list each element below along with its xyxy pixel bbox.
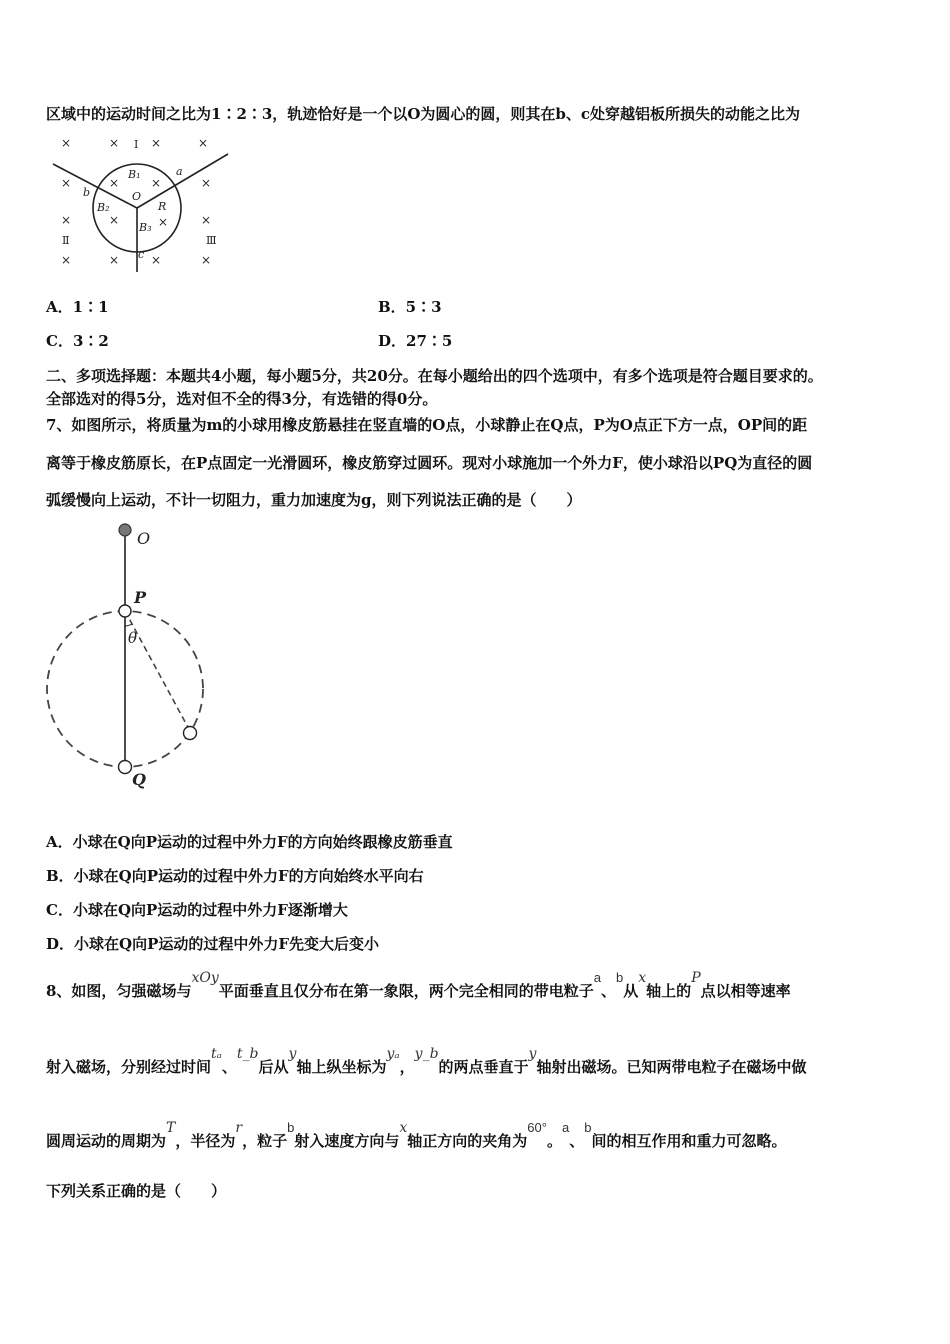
q7-label-q: Q bbox=[132, 770, 146, 789]
svg-text:×: × bbox=[197, 136, 209, 150]
q6-magnetic-field-figure bbox=[48, 134, 238, 276]
svg-text:Ⅰ: Ⅰ bbox=[134, 138, 139, 151]
section2-header-line2: 全部选对的得5分，选对但不全的得3分，有选错的得0分。 bbox=[46, 390, 438, 408]
q7-stem-line1: 7、如图所示，将质量为m的小球用橡皮筋悬挂在竖直墙的O点，小球静止在Q点，P为O点正下方一点，OP间的距 bbox=[46, 416, 808, 434]
q8-stem-line2: 射入磁场，分别经过时间tₐ、t_b后从y轴上纵坐标为yₐ，y_b的两点垂直于y轴射出磁场。已知两带电粒子在磁场中做 bbox=[46, 1046, 807, 1076]
svg-text:×: × bbox=[60, 213, 72, 227]
svg-text:×: × bbox=[200, 176, 212, 190]
svg-text:×: × bbox=[108, 176, 120, 190]
q6-option-a[interactable]: A．1∶1 bbox=[46, 298, 109, 316]
svg-text:×: × bbox=[108, 136, 120, 150]
svg-text:×: × bbox=[60, 253, 72, 267]
svg-text:×: × bbox=[150, 253, 162, 267]
q7-label-theta: θ bbox=[128, 629, 138, 647]
svg-text:×: × bbox=[157, 215, 169, 229]
svg-text:B₁: B₁ bbox=[128, 168, 141, 181]
q8-stem-line3: 圆周运动的周期为T，半径为r，粒子b射入速度方向与x轴正方向的夹角为60°。a、b间的相互作用和重力可忽略。 bbox=[46, 1120, 787, 1150]
q7-label-p: P bbox=[134, 588, 147, 607]
q6-stem-line: 区域中的运动时间之比为1∶2∶3，轨迹恰好是一个以O为圆心的圆，则其在b、c处穿越铝板所损失的动能之比为 bbox=[46, 105, 801, 123]
q7-option-c[interactable]: C．小球在Q向P运动的过程中外力F逐渐增大 bbox=[46, 901, 348, 919]
q7-rubber-band-figure bbox=[40, 518, 215, 793]
q7-option-a[interactable]: A．小球在Q向P运动的过程中外力F的方向始终跟橡皮筋垂直 bbox=[46, 833, 453, 851]
svg-text:×: × bbox=[150, 176, 162, 190]
svg-text:R: R bbox=[158, 200, 167, 213]
svg-text:O: O bbox=[132, 190, 142, 203]
svg-text:×: × bbox=[60, 176, 72, 190]
q7-option-b[interactable]: B．小球在Q向P运动的过程中外力F的方向始终水平向右 bbox=[46, 867, 424, 885]
q7-stem-line3: 弧缓慢向上运动，不计一切阻力，重力加速度为g，则下列说法正确的是（ ） bbox=[46, 491, 582, 509]
svg-text:c: c bbox=[138, 248, 145, 261]
q7-label-o: O bbox=[137, 529, 151, 548]
svg-text:B₂: B₂ bbox=[97, 201, 110, 214]
q7-option-d[interactable]: D．小球在Q向P运动的过程中外力F先变大后变小 bbox=[46, 935, 380, 953]
q7-stem-line2: 离等于橡皮筋原长，在P点固定一光滑圆环，橡皮筋穿过圆环。现对小球施加一个外力F，使小球沿以PQ为直径的圆 bbox=[46, 454, 813, 472]
svg-text:Ⅲ: Ⅲ bbox=[206, 234, 217, 247]
svg-text:B₃: B₃ bbox=[139, 221, 152, 234]
q8-stem-line1: 8、如图，匀强磁场与xOy平面垂直且仅分布在第一象限，两个完全相同的带电粒子a、b从x轴上的P点以相等速率 bbox=[46, 970, 791, 1000]
q6-option-b[interactable]: B．5∶3 bbox=[378, 298, 442, 316]
svg-text:Ⅱ: Ⅱ bbox=[62, 234, 70, 247]
svg-text:×: × bbox=[150, 136, 162, 150]
svg-text:a: a bbox=[176, 165, 183, 178]
svg-text:b: b bbox=[83, 186, 91, 199]
svg-text:×: × bbox=[200, 213, 212, 227]
q6-option-d[interactable]: D．27∶5 bbox=[378, 332, 453, 350]
svg-text:×: × bbox=[108, 253, 120, 267]
svg-text:×: × bbox=[200, 253, 212, 267]
q6-option-c[interactable]: C．3∶2 bbox=[46, 332, 109, 350]
q8-stem-line4: 下列关系正确的是（ ） bbox=[46, 1182, 227, 1200]
section2-header-line1: 二、多项选择题：本题共4小题，每小题5分，共20分。在每小题给出的四个选项中，有多个选项是符合题目要求的。 bbox=[46, 367, 823, 385]
svg-text:×: × bbox=[60, 136, 72, 150]
svg-text:×: × bbox=[108, 213, 120, 227]
